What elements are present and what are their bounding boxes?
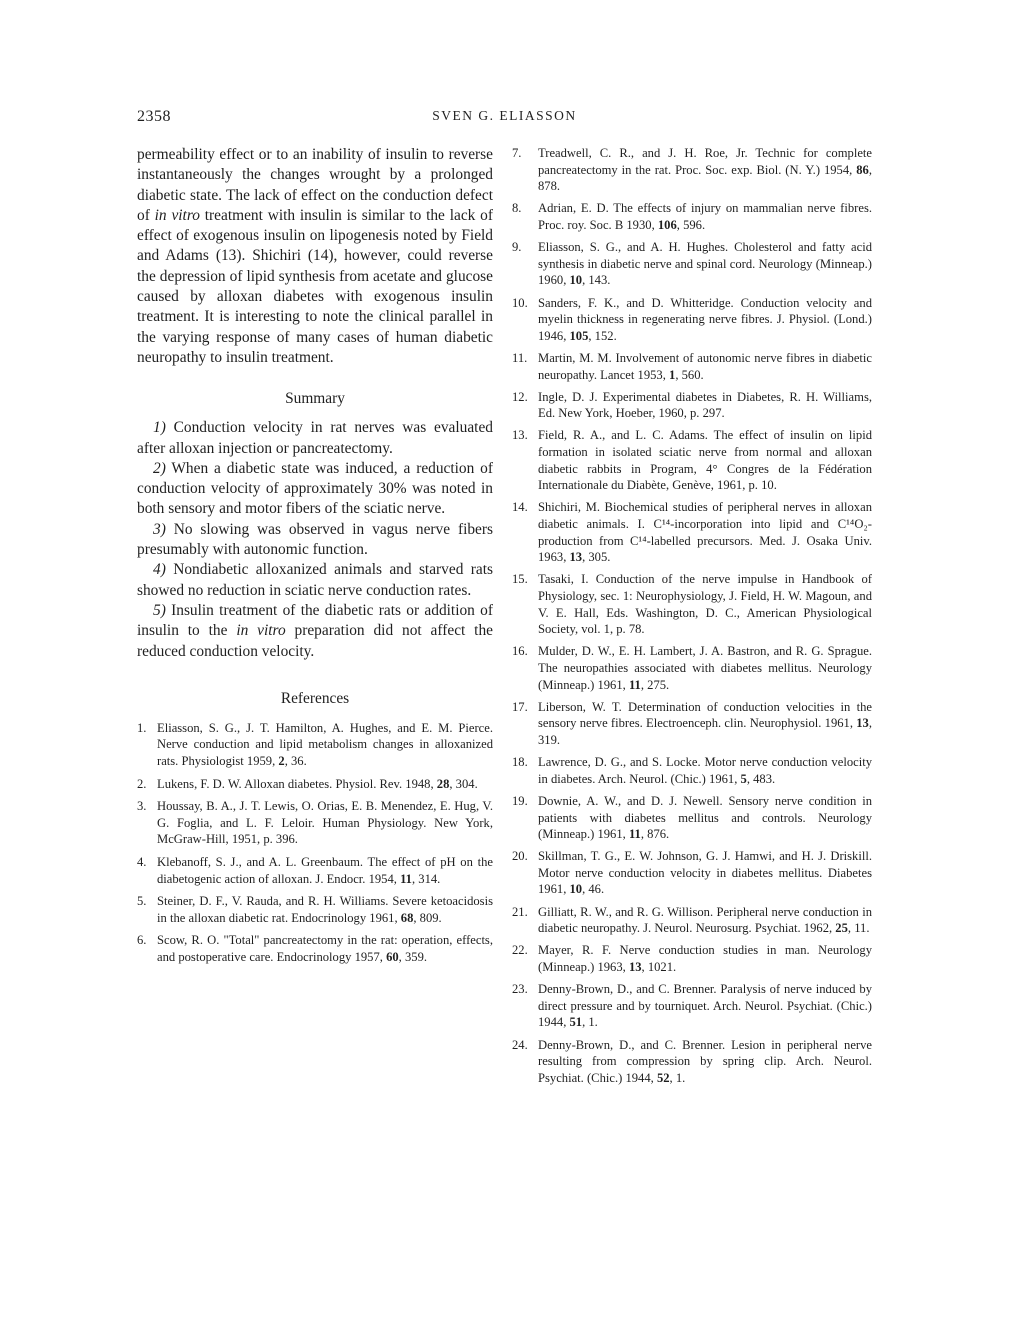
references-list-right — [512, 145, 872, 1086]
reference-item: 8. Adrian, E. D. The effects of injury on mammalian nerve fibres. Proc. roy. Soc. B 1930, 106, 596. — [512, 201, 872, 232]
summary-item: 5) Insulin treatment of the diabetic rats or addition of insulin to the in vitro preparation did not affect the reduced conduction velocity. — [137, 601, 493, 660]
reference-item: 18. Lawrence, D. G., and S. Locke. Motor nerve conduction velocity in diabetes. Arch. Neurol. (Chic.) 1961, 5, 483. — [512, 755, 872, 786]
reference-item: 24. Denny-Brown, D., and C. Brenner. Lesion in peripheral nerve resulting from compression by spring clip. Arch. Neurol. Psychiat. (Chic.) 1944, 52, 1. — [512, 1037, 872, 1085]
reference-item: 21. Gilliatt, R. W., and R. G. Willison. Peripheral nerve conduction in diabetic neuropathy. J. Neurol. Neurosurg. Psychiat. 1962, 25, 11. — [512, 904, 872, 936]
reference-item: 10. Sanders, F. K., and D. Whitteridge. Conduction velocity and myelin thickness in regenerating nerve fibres. J. Physiol. (Lond.) 1946, 105, 152. — [512, 295, 872, 343]
summary-item: 1) Conduction velocity in rat nerves was evaluated after alloxan injection or pancreatectomy. — [137, 419, 493, 457]
references-heading: References — [280, 689, 350, 707]
reference-item: 5. Steiner, D. F., V. Rauda, and R. H. Williams. Severe ketoacidosis in the alloxan diabetic rat. Endocrinology 1961, 68, 809. — [137, 894, 493, 925]
reference-item: 22. Mayer, R. F. Nerve conduction studies in man. Neurology (Minneap.) 1963, 13, 1021. — [512, 943, 872, 975]
reference-item: 9. Eliasson, S. G., and A. H. Hughes. Cholesterol and fatty acid synthesis in diabetic nerve and spinal cord. Neurology (Minneap.) 1960, 10, 143. — [512, 240, 872, 288]
left-column — [137, 145, 493, 972]
reference-item: 17. Liberson, W. T. Determination of conduction velocities in the sensory nerve fibres. Electroenceph. clin. Neurophysiol. 1961, 13, 319. — [512, 699, 872, 747]
reference-item: 6. Scow, R. O. "Total" pancreatectomy in the rat: operation, effects, and postoperative care. Endocrinology 1957, 60, 359. — [137, 933, 493, 964]
page-number: 2358 — [137, 108, 171, 125]
summary-heading: Summary — [285, 390, 345, 408]
reference-item: 4. Klebanoff, S. J., and A. L. Greenbaum. The effect of pH on the diabetogenic action of alloxan. J. Endocr. 1954, 11, 314. — [137, 854, 493, 886]
reference-item: 3. Houssay, B. A., J. T. Lewis, O. Orias, E. B. Menendez, E. Hug, V. G. Foglia, and L. F. Leloir. Human Physiology. New York, McGraw-Hill, 1951, p. 396. — [137, 799, 493, 847]
reference-item: 7. Treadwell, C. R., and J. H. Roe, Jr. Technic for complete pancreatectomy in the rat. Proc. Soc. exp. Biol. (N. Y.) 1954, 86, 878. — [512, 146, 872, 194]
reference-item: 11. Martin, M. M. Involvement of autonomic nerve fibres in diabetic neuropathy. Lancet 1953, 1, 560. — [512, 350, 872, 382]
reference-item: 20. Skillman, T. G., E. W. Johnson, G. J. Hamwi, and H. J. Driskill. Motor nerve conduction velocity in diabetes mellitus. Diabetes 1961, 10, 46. — [512, 849, 872, 897]
reference-item: 1. Eliasson, S. G., J. T. Hamilton, A. Hughes, and E. M. Pierce. Nerve conduction and lipid metabolism changes in alloxanized rats. Physiologist 1959, 2, 36. — [137, 720, 493, 769]
reference-item: 15. Tasaki, I. Conduction of the nerve impulse in Handbook of Physiology, sec. 1: Neurophysiology, J. Field, H. W. Magoun, and V. E. Hall, Eds. Washington, D. C., American Physiological Society, vol. 1, p. 78. — [512, 572, 872, 637]
right-column — [512, 145, 872, 1092]
reference-item: 2. Lukens, F. D. W. Alloxan diabetes. Physiol. Rev. 1948, 28, 304. — [137, 776, 478, 791]
references-list-left — [137, 720, 493, 966]
reference-item: 16. Mulder, D. W., E. H. Lambert, J. A. Bastron, and R. G. Sprague. The neuropathies associated with diabetes mellitus. Neurology (Minneap.) 1961, 11, 275. — [512, 644, 872, 692]
reference-item: 23. Denny-Brown, D., and C. Brenner. Paralysis of nerve induced by direct pressure and by tourniquet. Arch. Neurol. Psychiat. (Chic.) 1944, 51, 1. — [512, 982, 872, 1030]
summary-list — [137, 418, 493, 662]
reference-item: 13. Field, R. A., and L. C. Adams. The effect of insulin on lipid formation in isolated sciatic nerve from normal and alloxan diabetic rabbits in Program, 4° Congres de la Fédération Internationale du Diabète, Genève, 1961, p. 10. — [512, 428, 872, 493]
reference-item: 19. Downie, A. W., and D. J. Newell. Sensory nerve condition in patients with diabetes mellitus and controls. Neurology (Minneap.) 1961, 11, 876. — [512, 793, 872, 842]
page-header — [137, 108, 872, 130]
intro-paragraph: permeability effect or to an inability of insulin to reverse instantaneously the changes wrought by a prolonged diabetic state. The lack of effect on the conduction defect of in vitro treatment with insulin is similar to the lack of effect of exogenous insulin on lipogenesis noted by Field and Adams (13). Shichiri (14), however, could reverse the depression of lipid synthesis from acetate and glucose caused by alloxan diabetes with exogenous insulin treatment. It is interesting to note the clinical parallel in the varying response of many cases of human diabetic neuropathy to insulin treatment. — [137, 146, 493, 366]
running-head: SVEN G. ELIASSON — [432, 108, 577, 123]
summary-item: 2) When a diabetic state was induced, a reduction of conduction velocity of approximately 30% was noted in both sensory and motor fibers of the sciatic nerve. — [137, 459, 493, 518]
summary-item: 3) No slowing was observed in vagus nerve fibers presumably with autonomic function. — [137, 520, 494, 559]
reference-item: 14. Shichiri, M. Biochemical studies of peripheral nerves in alloxan diabetic animals. I. C¹⁴-incorporation into lipid and C¹⁴O₂-production from C¹⁴-labelled precursors. Med. J. Osaka Univ. 1963, 13, 305. — [512, 500, 872, 565]
reference-item: 12. Ingle, D. J. Experimental diabetes in Diabetes, R. H. Williams, Ed. New York, Hoeber, 1960, p. 297. — [512, 389, 872, 421]
summary-item: 4) Nondiabetic alloxanized animals and starved rats showed no reduction in sciatic nerve conduction rates. — [137, 561, 493, 599]
